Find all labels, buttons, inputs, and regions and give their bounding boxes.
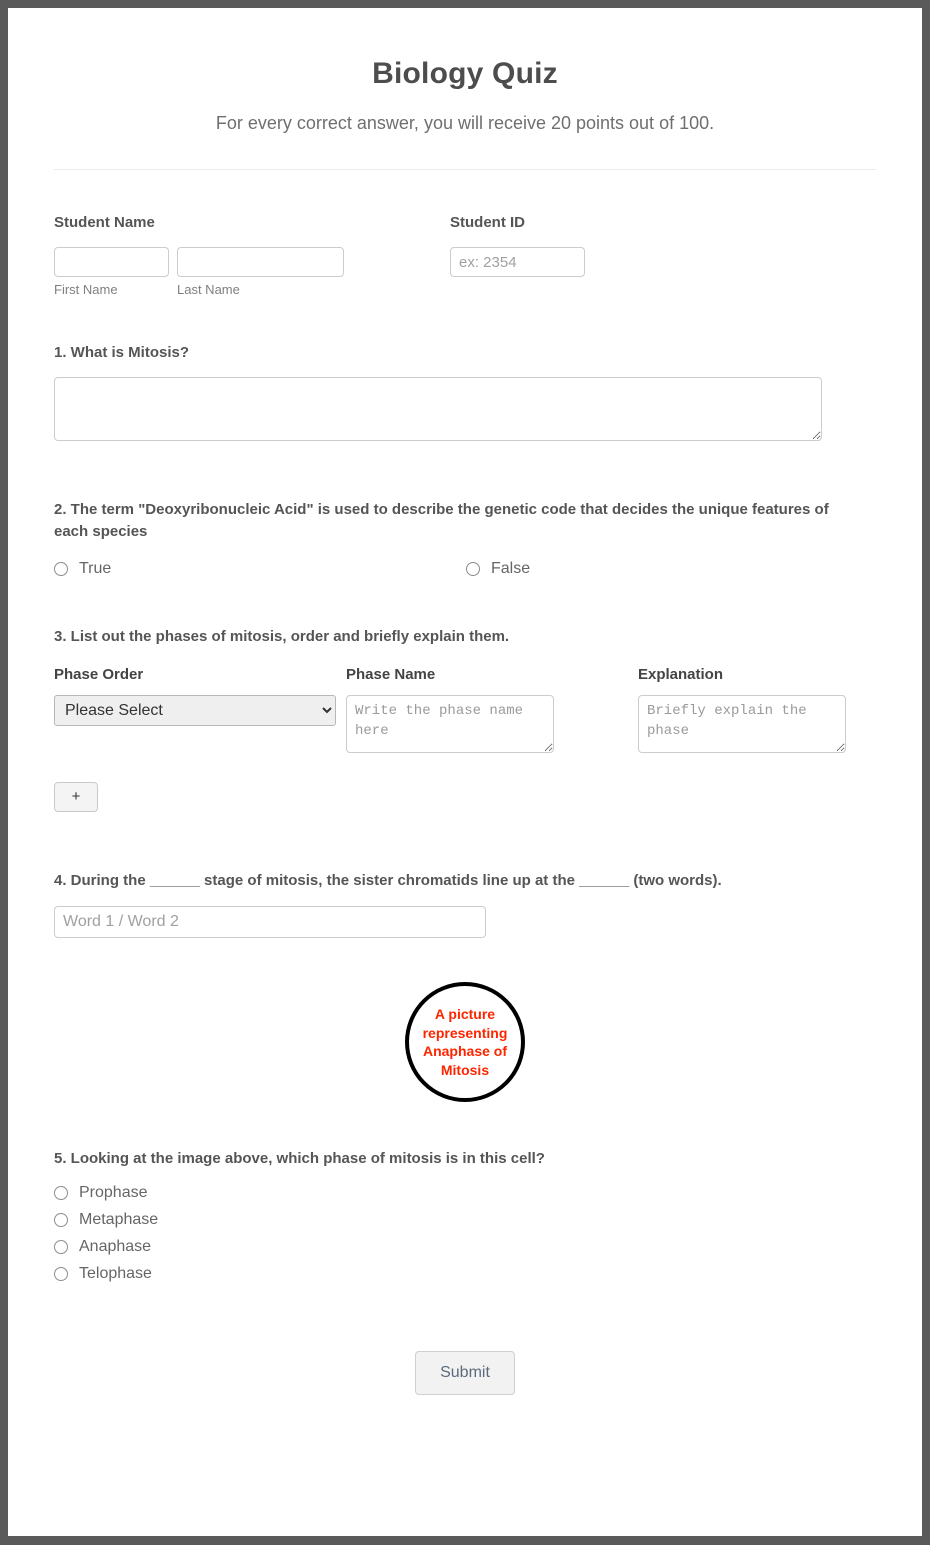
first-name-wrap xyxy=(54,247,169,298)
question-1-label: 1. What is Mitosis? xyxy=(54,343,190,361)
phase-name-textarea[interactable] xyxy=(346,695,554,753)
last-name-input[interactable] xyxy=(177,247,344,277)
question-3-label: 3. List out the phases of mitosis, order and briefly explain them. xyxy=(54,627,510,645)
submit-button[interactable]: Submit xyxy=(415,1351,515,1395)
question-4-answer-input[interactable] xyxy=(54,906,486,938)
radio-option-true[interactable] xyxy=(54,560,466,578)
radio-option-label: False xyxy=(491,559,531,577)
radio-circle-icon xyxy=(54,1267,68,1281)
radio-option-label: Metaphase xyxy=(79,1211,159,1229)
radio-option-anaphase[interactable] xyxy=(54,1238,876,1256)
student-info-section xyxy=(8,170,922,297)
column-header-phase-name: Phase Name xyxy=(346,665,436,683)
last-name-sublabel: Last Name xyxy=(177,282,240,298)
quiz-subtitle: For every correct answer, you will receive 20 points out of 100. xyxy=(215,113,715,133)
quiz-page xyxy=(8,8,922,1536)
cell-image-caption: A picture representing Anaphase of Mitosis xyxy=(422,1005,508,1079)
explanation-cell xyxy=(638,695,858,758)
question-5-section xyxy=(8,1102,922,1283)
column-header-explanation: Explanation xyxy=(638,665,724,683)
cell-circle-image xyxy=(405,982,525,1102)
radio-option-metaphase[interactable] xyxy=(54,1211,876,1229)
phase-name-cell xyxy=(346,695,638,758)
student-id-label: Student ID xyxy=(450,214,525,232)
phase-table-headers xyxy=(54,666,876,684)
add-row-button[interactable]: + xyxy=(54,782,98,812)
page-title: Biology Quiz xyxy=(372,57,558,90)
radio-option-label: Prophase xyxy=(79,1184,148,1202)
question-4-label: 4. During the ______ stage of mitosis, the sister chromatids line up at the ______ (two words). xyxy=(54,871,722,889)
student-name-fields xyxy=(54,247,450,298)
radio-circle-icon xyxy=(54,1213,68,1227)
phase-order-select[interactable] xyxy=(54,695,336,726)
student-id-group xyxy=(450,212,750,277)
radio-circle-icon xyxy=(54,562,68,576)
first-name-sublabel: First Name xyxy=(54,282,118,298)
first-name-input[interactable] xyxy=(54,247,169,277)
question-2-section xyxy=(8,446,922,578)
radio-circle-icon xyxy=(466,562,480,576)
question-2-label: 2. The term "Deoxyribonucleic Acid" is used to describe the genetic code that decides the unique features of each species xyxy=(54,501,829,541)
question-5-options xyxy=(54,1184,876,1283)
question-5-label: 5. Looking at the image above, which phase of mitosis is in this cell? xyxy=(54,1150,545,1168)
student-name-label: Student Name xyxy=(54,214,155,232)
radio-option-label: True xyxy=(79,559,112,577)
radio-option-false[interactable] xyxy=(466,560,530,578)
question-2-options xyxy=(54,560,876,578)
radio-circle-icon xyxy=(54,1186,68,1200)
question-1-answer-textarea[interactable] xyxy=(54,377,822,441)
question-3-section xyxy=(8,578,922,812)
radio-option-telophase[interactable] xyxy=(54,1265,876,1283)
column-header-phase-order: Phase Order xyxy=(54,665,144,683)
cell-image-section xyxy=(8,982,922,1102)
radio-option-label: Telophase xyxy=(79,1265,152,1283)
submit-section xyxy=(8,1351,922,1395)
radio-option-label: Anaphase xyxy=(79,1238,152,1256)
phase-table-row xyxy=(54,695,876,758)
student-name-group xyxy=(54,212,450,297)
student-id-input[interactable] xyxy=(450,247,585,277)
quiz-header xyxy=(8,8,922,135)
quiz-form xyxy=(8,8,922,1395)
radio-option-prophase[interactable] xyxy=(54,1184,876,1202)
question-1-section xyxy=(8,298,922,447)
student-id-field-wrap xyxy=(450,247,750,277)
radio-circle-icon xyxy=(54,1240,68,1254)
question-4-section xyxy=(8,812,922,939)
phase-order-cell xyxy=(54,695,346,726)
explanation-textarea[interactable] xyxy=(638,695,846,753)
last-name-wrap xyxy=(177,247,344,298)
